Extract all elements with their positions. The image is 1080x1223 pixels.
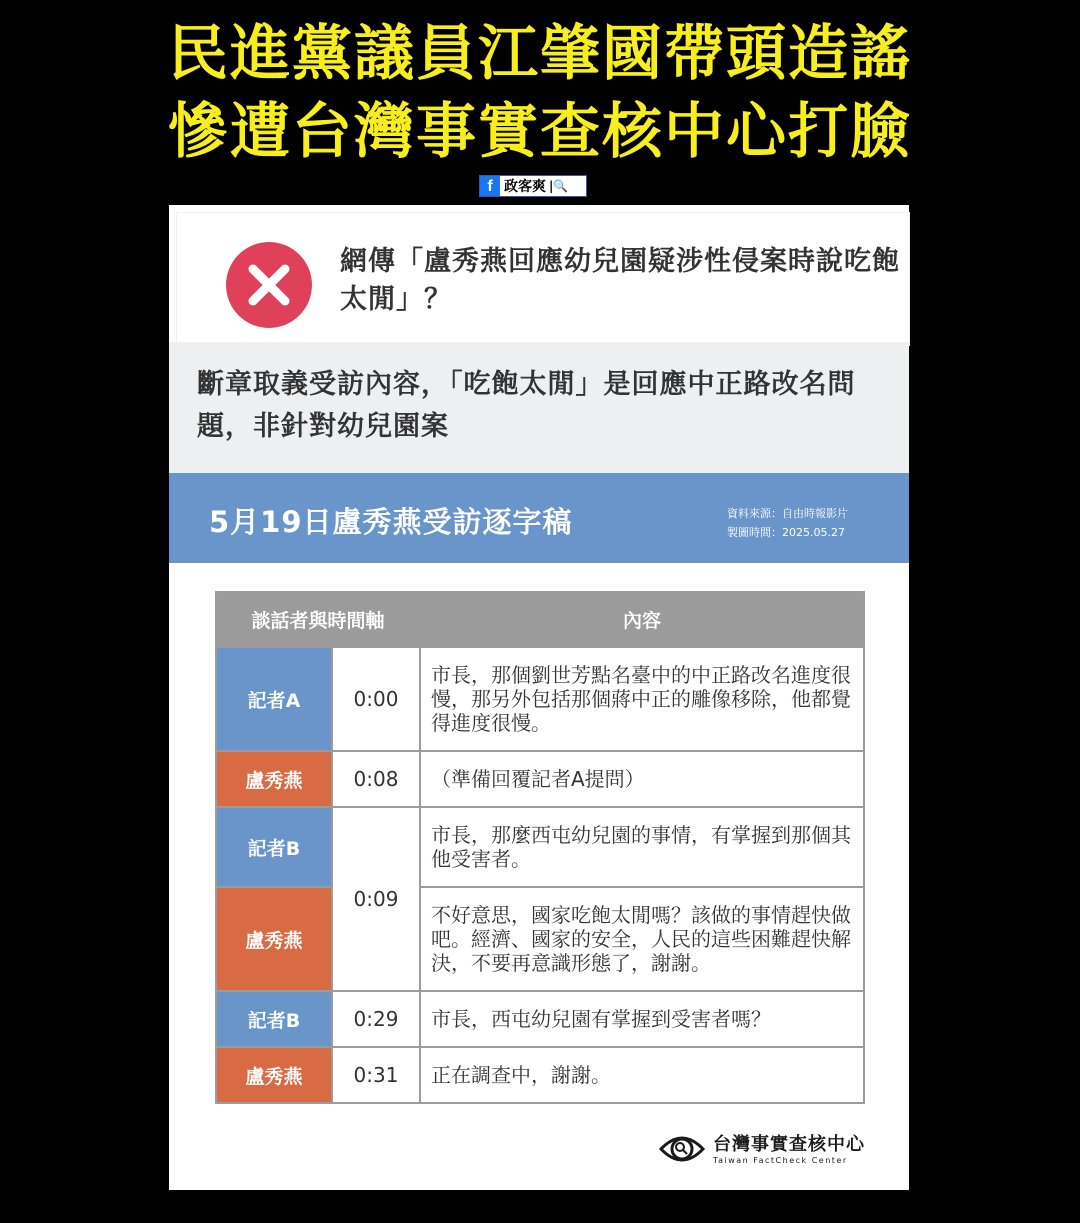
content-cell: 市長，西屯幼兒園有掌握到受害者嗎？ [420,991,864,1047]
speaker-cell: 記者A [216,647,332,751]
verdict-box [169,342,909,477]
tfc-name-cn: 台灣事實查核中心 [713,1134,865,1155]
time-cell: 0:09 [332,807,420,991]
factcheck-card [169,205,909,1190]
speaker-cell: 記者B [216,991,332,1047]
time-cell: 0:00 [332,647,420,751]
banner-made-date: 製圖時間：2025.05.27 [727,526,845,539]
content-cell: 不好意思，國家吃飽太閒嗎？該做的事情趕快做吧。經濟、國家的安全，人民的這些困難趕快解決，不要再意識形態了，謝謝。 [420,887,864,991]
headline-line-1: 民進黨議員江肇國帶頭造謠 [168,19,912,89]
table-row [216,807,864,887]
table-row [216,1047,864,1103]
transcript-table [215,591,865,1104]
transcript-banner [169,473,909,563]
table-header-row [216,592,864,647]
table-row [216,887,864,991]
facebook-icon: f [480,176,500,196]
banner-source: 資料來源：自由時報影片 [727,507,848,520]
speaker-cell: 盧秀燕 [216,751,332,807]
header-content: 內容 [420,592,864,647]
table-row [216,647,864,751]
facebook-source-tag [479,175,587,197]
verdict-text: 斷章取義受訪內容，「吃飽太閒」是回應中正路改名問題，非針對幼兒園案 [197,369,856,442]
speaker-cell: 盧秀燕 [216,887,332,991]
content-cell: （準備回覆記者A提問） [420,751,864,807]
content-cell: 正在調查中，謝謝。 [420,1047,864,1103]
claim-box [177,213,909,345]
content-cell: 市長，那麼西屯幼兒園的事情，有掌握到那個其他受害者。 [420,807,864,887]
headline-line-2: 慘遭台灣事實查核中心打臉 [168,97,912,167]
banner-title: 5月19日盧秀燕受訪逐字稿 [209,505,573,539]
speaker-cell: 盧秀燕 [216,1047,332,1103]
table-row [216,751,864,807]
table-row [216,991,864,1047]
tfc-name-en: Taiwan FactCheck Center [713,1156,848,1165]
time-cell: 0:29 [332,991,420,1047]
x-mark-icon [226,242,312,328]
speaker-cell: 記者B [216,807,332,887]
eye-magnifier-icon [659,1129,705,1169]
claim-text: 網傳「盧秀燕回應幼兒園疑涉性侵案時說吃飽太閒」？ [340,246,900,315]
source-name: 政客爽 [504,179,546,195]
time-cell: 0:08 [332,751,420,807]
time-cell: 0:31 [332,1047,420,1103]
tfc-logo [659,1127,869,1171]
search-icon: |🔍 [549,179,569,193]
content-cell: 市長，那個劉世芳點名臺中的中正路改名進度很慢，那另外包括那個蔣中正的雕像移除，他都覺得進度很慢。 [420,647,864,751]
banner-meta [727,504,848,542]
header-speaker-time: 談話者與時間軸 [216,592,420,647]
